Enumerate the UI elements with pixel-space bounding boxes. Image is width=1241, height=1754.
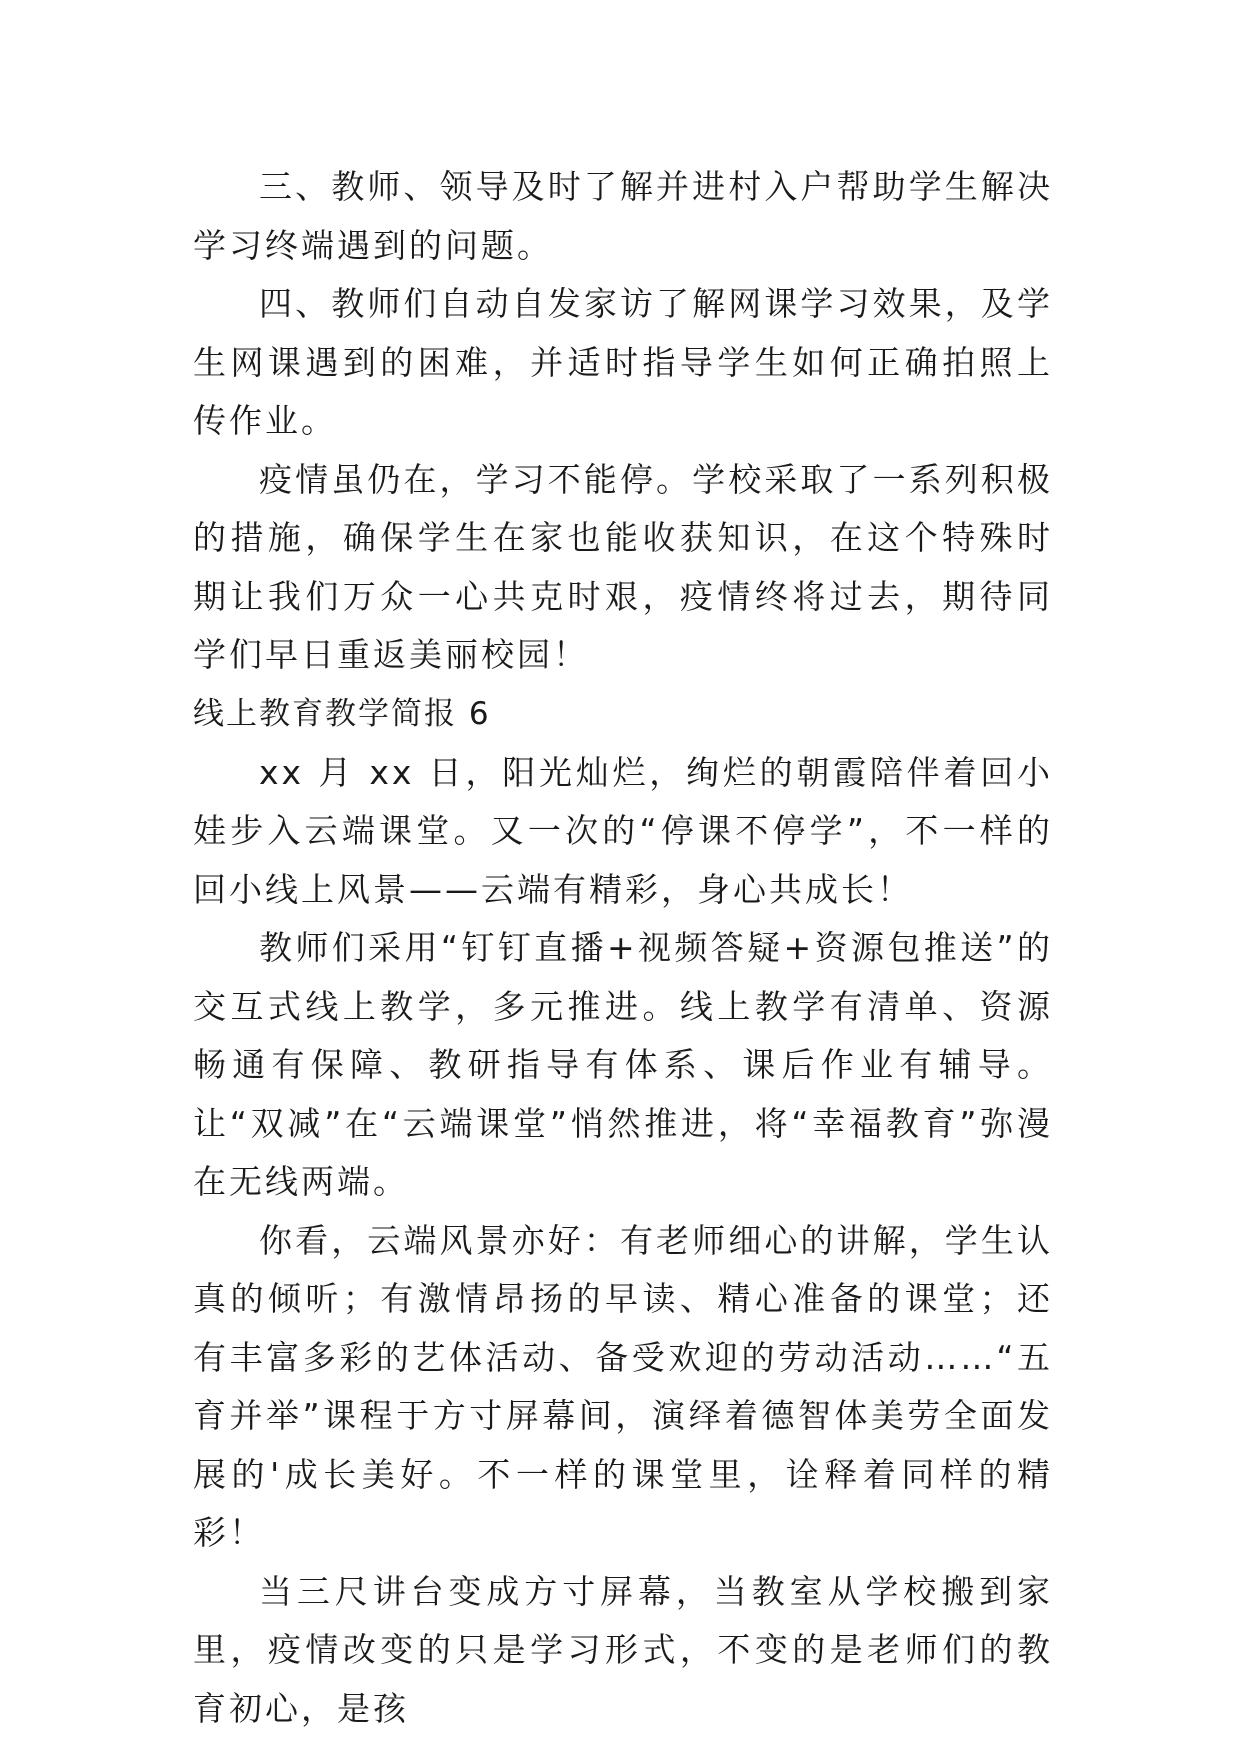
paragraph-epidemic-summary: 疫情虽仍在，学习不能停。学校采取了一系列积极的措施，确保学生在家也能收获知识，在这个特殊时期让我们万众一心共克时艰，疫情终将过去，期待同学们早日重返美丽校园！ bbox=[193, 459, 1053, 674]
paragraph-cloud-scenery: 你看，云端风景亦好：有老师细心的讲解，学生认真的倾听；有激情昂扬的早读、精心准备的课堂；还有丰富多彩的艺体活动、备受欢迎的劳动活动……“五育并举”课程于方寸屏幕间，演绎着德智体美劳全面发展的'成长美好。不一样的课堂里，诠释着同样的精彩！ bbox=[193, 1220, 1053, 1552]
document-body-top bbox=[193, 158, 1053, 685]
paragraph-item-4: 四、教师们自动自发家访了解网课学习效果，及学生网课遇到的困难，并适时指导学生如何正确拍照上传作业。 bbox=[193, 284, 1053, 440]
paragraph-teaching-method: 教师们采用“钉钉直播+视频答疑+资源包推送”的交互式线上教学，多元推进。线上教学有清单、资源畅通有保障、教研指导有体系、课后作业有辅导。让“双减”在“云端课堂”悄然推进，将“幸福教育”弥漫在无线两端。 bbox=[193, 928, 1053, 1201]
paragraph-teaching-heart: 当三尺讲台变成方寸屏幕，当教室从学校搬到家里，疫情改变的只是学习形式，不变的是老师们的教育初心，是孩 bbox=[193, 1571, 1053, 1728]
paragraph-cloud-classroom: xx 月 xx 日，阳光灿烂，绚烂的朝霞陪伴着回小娃步入云端课堂。又一次的“停课不停学”，不一样的回小线上风景——云端有精彩，身心共成长！ bbox=[193, 752, 1053, 909]
document-body-bottom bbox=[193, 685, 1053, 1738]
section-title: 线上教育教学简报 6 bbox=[193, 696, 491, 732]
paragraph-item-3: 三、教师、领导及时了解并进村入户帮助学生解决学习终端遇到的问题。 bbox=[193, 167, 1053, 265]
